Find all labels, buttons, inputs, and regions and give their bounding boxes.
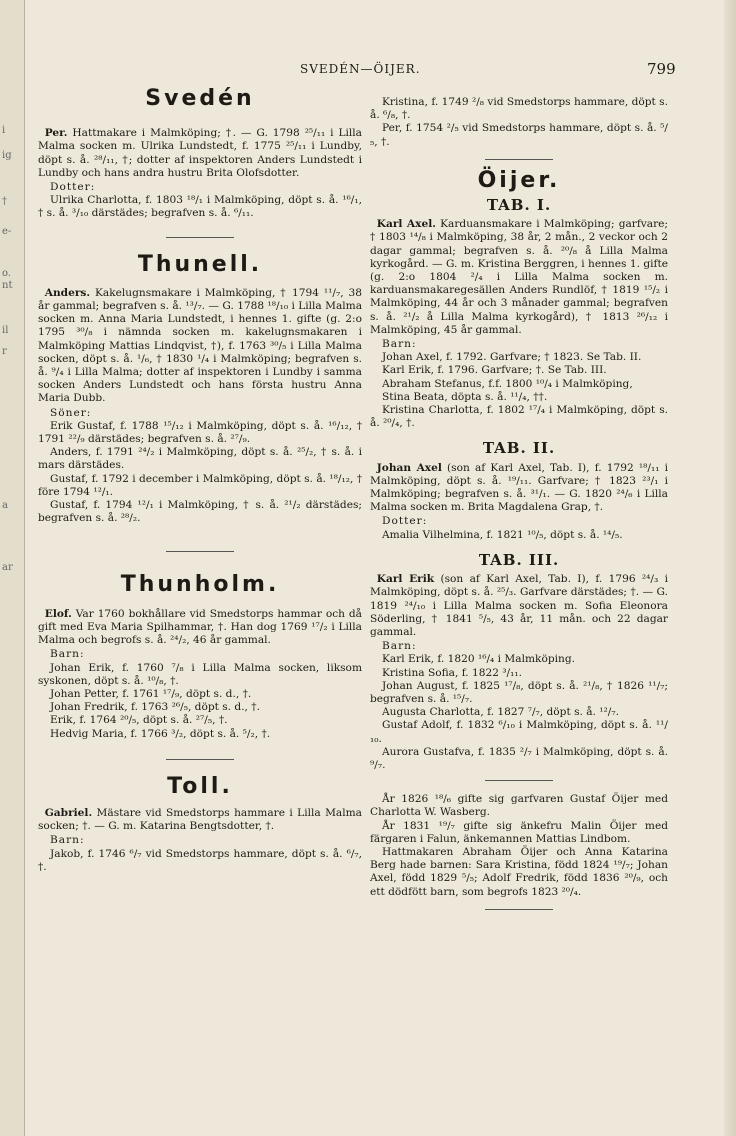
child-entry: Abraham Stefanus, f.f. 1800 ¹⁰/₄ i Malmköping, — [382, 377, 633, 390]
child-entry: Johan August, f. 1825 ¹⁷/₈, döpt s. å. ²¹/₈, † 1826 ¹¹/₇; begrafven s. å. ¹⁵/₇. — [370, 679, 668, 705]
entry-per — [38, 127, 362, 180]
surname-oijer: Öijer. — [477, 167, 561, 193]
person-name: Anders. — [44, 286, 91, 299]
child-entry: Kristina Charlotta, f. 1802 ¹⁷/₄ i Malmköping, döpt s. å. ²⁰/₄, †. — [370, 404, 668, 430]
child-entry: Erik, f. 1764 ²⁰/₅, döpt s. å. ²⁷/₅, †. — [50, 714, 228, 727]
entry-text: (son af Karl Axel, Tab. I), f. 1796 ²⁴/₃ i Malmköping, döpt s. å. ²⁵/₃. Garfvare därstädes; †. — G. 1819 ²⁴/₁₀ i Lilla Malma socken m. Sofia Eleonora Söderling, † 1841 ⁵/₅, 43 år, 11 mån. och 22 dagar gammal. — [370, 573, 668, 638]
child-entry: Gustaf, f. 1794 ¹²/₁ i Malmköping, † s. å. ²¹/₂ därstädes; begrafven s. å. ²⁸/₂. — [38, 499, 362, 525]
margin-fragment: il — [2, 325, 9, 336]
entry-text: Kakelugnsmakare i Malmköping, † 1794 ¹¹/₇, 38 år gammal; begrafven s. å. ¹³/₇. — G. 1788 ¹⁸/₁₀ i Lilla Malma socken m. Anna Maria Lundstedt, i hennes 1. gifte (g. 2:o 1795 ³⁰/₈ i nämnda socken m. kakelugnsmakaren i Malmköping Mattias Lindqvist, †), f. 1763 ³⁰/₅ i Lilla Malma socken, döpt s. å. ¹/₆, † 1830 ¹/₄ i Malmköping; begrafven s. å. ⁹/₄ i Lilla Malma; dotter af inspektoren i Lundby i samma socken Anders Lundstedt och hans första hustru Anna Maria Dubb. — [38, 286, 363, 405]
barn-label: Barn: — [382, 338, 417, 351]
section-divider — [485, 159, 553, 160]
dotter-label: Dotter: — [382, 515, 428, 528]
surname-thunholm: Thunholm. — [120, 572, 280, 598]
child-entry: Amalia Vilhelmina, f. 1821 ¹⁰/₅, döpt s. å. ¹⁴/₅. — [382, 528, 623, 541]
entry-text: (son af Karl Axel, Tab. I), f. 1792 ¹⁸/₁₁ i Malmköping, döpt s. å. ¹⁹/₁₁. Garfvare; † 1823 ²³/₁ i Malmköping; begrafven s. å. ³¹/₁. — G. 1820 ²⁴/₆ i Lilla Malma socken m. Brita Magdalena Grap, †. — [370, 461, 668, 514]
child-entry: Karl Erik, f. 1820 ¹⁶/₄ i Malmköping. — [382, 653, 575, 666]
child-entry: Johan Erik, f. 1760 ⁷/₈ i Lilla Malma socken, liksom syskonen, döpt s. å. ¹⁰/₈, †. — [38, 661, 362, 687]
tab-2-heading: TAB. II. — [482, 439, 556, 458]
section-divider — [166, 759, 234, 760]
barn-label: Barn: — [50, 648, 85, 661]
margin-fragment: ig — [2, 150, 12, 161]
entry-text: Karduansmakare i Malmköping; garfvare; † 1803 ¹⁴/₈ i Malmköping, 38 år, 2 mån., 2 veckor och 2 dagar gammal; begrafven s. å. ²⁰/₈ å Lilla Malma kyrkogård. — G. m. Kristina Berggren, i hennes 1. gifte (g. 2:o 1804 ²/₄ i Lilla Malma socken m. karduansmakaregesällen Anders Rundlöf, † 1819 ¹⁵/₂ i Malmköping, 44 år och 3 månader gammal; begrafven s. å. ²¹/₂ å Lilla Malma kyrkogård), † 1813 ²⁶/₁₂ i Malmköping, 45 år gammal. — [370, 218, 668, 336]
child-entry: Anders, f. 1791 ²⁴/₂ i Malmköping, döpt s. å. ²⁵/₂, † s. å. i mars därstädes. — [38, 446, 362, 472]
note-paragraph: Hattmakaren Abraham Öijer och Anna Katarina Berg hade barnen: Sara Kristina, född 1824 ¹⁹/₇; Johan Axel, född 1829 ⁵/₅; Adolf Fredrik, född 1836 ²⁰/₉, och ett dödfött barn, som begrofs 1823 ²⁰/₄. — [370, 845, 668, 898]
left-column — [38, 86, 363, 874]
margin-fragment: o. — [2, 268, 12, 279]
child-entry: Per, f. 1754 ²/₅ vid Smedstorps hammare, döpt s. å. ⁵/₅, †. — [370, 122, 668, 148]
margin-fragment: e- — [2, 226, 12, 237]
surname-sveden: Svedén — [145, 86, 255, 111]
margin-fragment: nt — [2, 280, 13, 291]
person-name: Johan Axel — [376, 461, 442, 474]
child-entry: Kristina, f. 1749 ²/₈ vid Smedstorps hammare, döpt s. å. ⁶/₈, †. — [370, 96, 668, 122]
margin-fragment: r — [2, 346, 7, 357]
margin-fragment: † — [2, 196, 7, 207]
surname-thunell: Thunell. — [137, 251, 263, 277]
page-edge-shadow — [724, 0, 736, 1136]
section-divider — [485, 909, 553, 910]
section-divider — [166, 237, 234, 238]
child-entry: Gustaf, f. 1792 i december i Malmköping, döpt s. å. ¹⁸/₁₂, † före 1794 ¹²/₁. — [38, 472, 362, 498]
child-entry: Kristina Sofia, f. 1822 ³/₁₁. — [382, 666, 522, 679]
person-name: Karl Axel. — [376, 218, 436, 231]
child-entry: Hedvig Maria, f. 1766 ³/₂, döpt s. å. ⁵/₂, †. — [50, 727, 271, 740]
entry-text: Hattmakare i Malmköping; †. — G. 1798 ²⁵/₁₁ i Lilla Malma socken m. Ulrika Lundstedt, f. 1775 ²⁵/₁₁ i Lundby, döpt s. å. ²⁸/₁₁, †; dotter af inspektoren Anders Lundstedt i Lundby och hans andra hustru Brita Olofsdotter. — [38, 127, 362, 179]
person-name: Elof. — [44, 607, 72, 620]
section-divider — [485, 780, 553, 781]
margin-fragment: a — [2, 500, 8, 511]
entry-text: Mästare vid Smedstorps hammare i Lilla Malma socken; †. — G. m. Katarina Bengtsdotter, †. — [38, 806, 362, 833]
child-entry: Stina Beata, döpta s. å. ¹¹/₄, ††. — [382, 390, 548, 403]
child-entry: Augusta Charlotta, f. 1827 ⁷/₇, döpt s. å. ¹²/₇. — [382, 706, 619, 719]
section-divider — [166, 551, 234, 552]
entry-gabriel — [38, 807, 362, 833]
barn-label: Barn: — [382, 640, 417, 653]
child-entry: Aurora Gustafva, f. 1835 ²/₇ i Malmköping, döpt s. å. ⁹/₇. — [370, 745, 668, 771]
margin-fragment: ar — [2, 562, 13, 573]
right-column — [370, 96, 668, 910]
child-entry: Erik Gustaf, f. 1788 ¹⁵/₁₂ i Malmköping, döpt s. å. ¹⁶/₁₂, † 1791 ²²/₉ därstädes; begrafven s. å. ²⁷/₉. — [38, 419, 362, 446]
person-name: Gabriel. — [44, 806, 93, 819]
person-name: Karl Erik — [376, 573, 435, 586]
running-title: SVEDÉN—ÖIJER. — [300, 62, 421, 76]
entry-anders — [38, 287, 362, 406]
entry-text: Var 1760 bokhållare vid Smedstorps hammar och då gift med Eva Maria Spilhammar, †. Han dog 1769 ¹⁷/₂ i Lilla Malma och begrofs s. å. ²⁴/₂, 46 år gammal. — [38, 607, 362, 647]
left-margin-bleed — [0, 0, 25, 1136]
surname-toll: Toll. — [167, 773, 233, 799]
entry-karl-erik — [370, 573, 668, 639]
child-entry: Ulrika Charlotta, f. 1803 ¹⁸/₁ i Malmköping, döpt s. å. ¹⁶/₁, † s. å. ³/₁₀ därstädes; begrafven s. å. ⁶/₁₁. — [38, 194, 362, 220]
child-entry: Johan Fredrik, f. 1763 ²⁶/₅, döpt s. d., †. — [50, 701, 260, 714]
margin-fragment: i — [2, 125, 6, 136]
entry-elof — [38, 608, 362, 648]
entry-johan-axel — [370, 462, 668, 515]
child-entry: Karl Erik, f. 1796. Garfvare; †. Se Tab. III. — [382, 364, 607, 377]
barn-label: Barn: — [50, 834, 85, 847]
entry-karl-axel — [370, 218, 668, 337]
note-paragraph: År 1831 ¹⁹/₇ gifte sig änkefru Malin Öijer med färgaren i Falun, änkemannen Mattias Lindbom. — [370, 819, 668, 845]
child-entry: Jakob, f. 1746 ⁶/₇ vid Smedstorps hammare, döpt s. å. ⁶/₇, †. — [38, 847, 362, 873]
child-entry: Gustaf Adolf, f. 1832 ⁶/₁₀ i Malmköping, döpt s. å. ¹¹/₁₀. — [370, 719, 668, 745]
person-name: Per. — [44, 127, 68, 140]
tab-1-heading: TAB. I. — [486, 196, 552, 215]
child-entry: Johan Axel, f. 1792. Garfvare; † 1823. Se Tab. II. — [382, 351, 642, 364]
dotter-label: Dotter: — [50, 181, 96, 194]
soner-label: Söner: — [50, 406, 92, 419]
tab-3-heading: TAB. III. — [478, 550, 560, 569]
page-number: 799 — [647, 60, 676, 78]
child-entry: Johan Petter, f. 1761 ¹⁷/₉, döpt s. d., †. — [50, 687, 252, 700]
note-paragraph: År 1826 ¹⁸/₆ gifte sig garfvaren Gustaf Öijer med Charlotta W. Wasberg. — [370, 793, 668, 819]
